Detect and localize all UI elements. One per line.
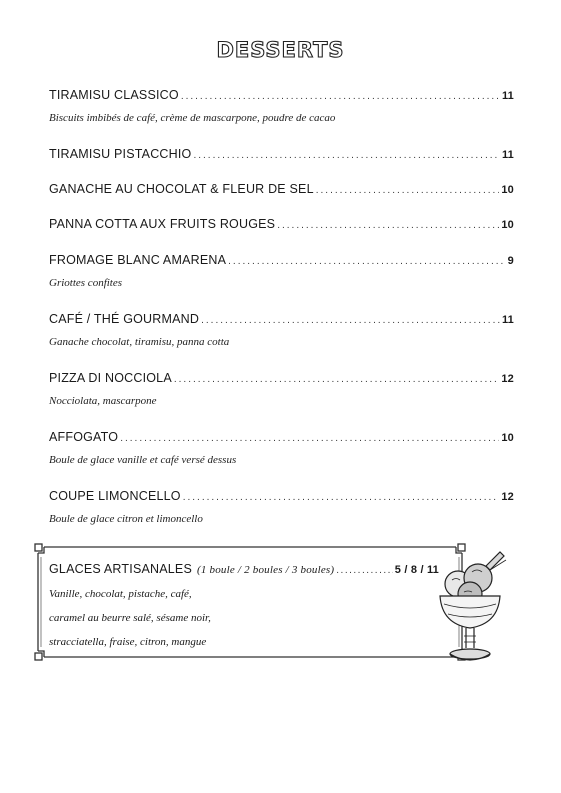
glaces-artisanales <box>49 562 439 576</box>
leader-dots <box>193 150 500 161</box>
item-name: PANNA COTTA AUX FRUITS ROUGES <box>49 217 276 231</box>
leader-dots <box>120 433 499 444</box>
glaces-price: 5 / 8 / 11 <box>394 564 439 576</box>
item-price: 11 <box>501 90 514 102</box>
item-name: FROMAGE BLANC AMARENA <box>49 253 227 267</box>
item-name: CAFÉ / THÉ GOURMAND <box>49 312 200 326</box>
item-name: COUPE LIMONCELLO <box>49 489 181 503</box>
item-name: TIRAMISU CLASSICO <box>49 88 179 102</box>
glaces-note: (1 boule / 2 boules / 3 boules) <box>197 564 335 576</box>
menu-item <box>49 147 514 161</box>
menu-item <box>49 88 514 124</box>
item-price: 10 <box>501 219 514 231</box>
leader-dots <box>336 565 393 576</box>
leader-dots <box>174 374 499 385</box>
page-title: DESSERTS <box>216 38 345 62</box>
item-price: 9 <box>507 255 514 267</box>
item-description: Boule de glace vanille et café versé dessus <box>49 454 237 466</box>
item-description: Nocciolata, mascarpone <box>49 395 157 407</box>
item-price: 11 <box>501 314 514 326</box>
item-description: Boule de glace citron et limoncello <box>49 513 203 525</box>
menu-item <box>49 430 514 466</box>
menu-item <box>49 371 514 407</box>
item-price: 12 <box>501 373 514 385</box>
glaces-flavors-line: Vanille, chocolat, pistache, café, <box>49 588 192 600</box>
item-description: Ganache chocolat, tiramisu, panna cotta <box>49 336 230 348</box>
leader-dots <box>201 315 500 326</box>
item-price: 12 <box>501 491 514 503</box>
menu-item <box>49 489 514 525</box>
item-price: 11 <box>501 149 514 161</box>
item-price: 10 <box>501 184 514 196</box>
leader-dots <box>183 492 500 503</box>
glaces-flavors-line: stracciatella, fraise, citron, mangue <box>49 636 207 648</box>
item-name: TIRAMISU PISTACCHIO <box>49 147 192 161</box>
item-name: PIZZA DI NOCCIOLA <box>49 371 172 385</box>
glaces-name: GLACES ARTISANALES <box>49 562 193 576</box>
glaces-flavors-line: caramel au beurre salé, sésame noir, <box>49 612 211 624</box>
item-description: Biscuits imbibés de café, crème de mascarpone, poudre de cacao <box>49 112 336 124</box>
ice-cream-sundae-icon <box>426 548 514 672</box>
leader-dots <box>228 256 506 267</box>
menu-item <box>49 217 514 231</box>
menu-item <box>49 253 514 289</box>
item-price: 10 <box>501 432 514 444</box>
item-description: Griottes confites <box>49 277 123 289</box>
menu-item <box>49 312 514 348</box>
leader-dots <box>277 220 499 231</box>
item-name: GANACHE AU CHOCOLAT & FLEUR DE SEL <box>49 182 314 196</box>
menu-item <box>49 182 514 196</box>
leader-dots <box>316 185 500 196</box>
leader-dots <box>181 91 500 102</box>
item-name: AFFOGATO <box>49 430 119 444</box>
